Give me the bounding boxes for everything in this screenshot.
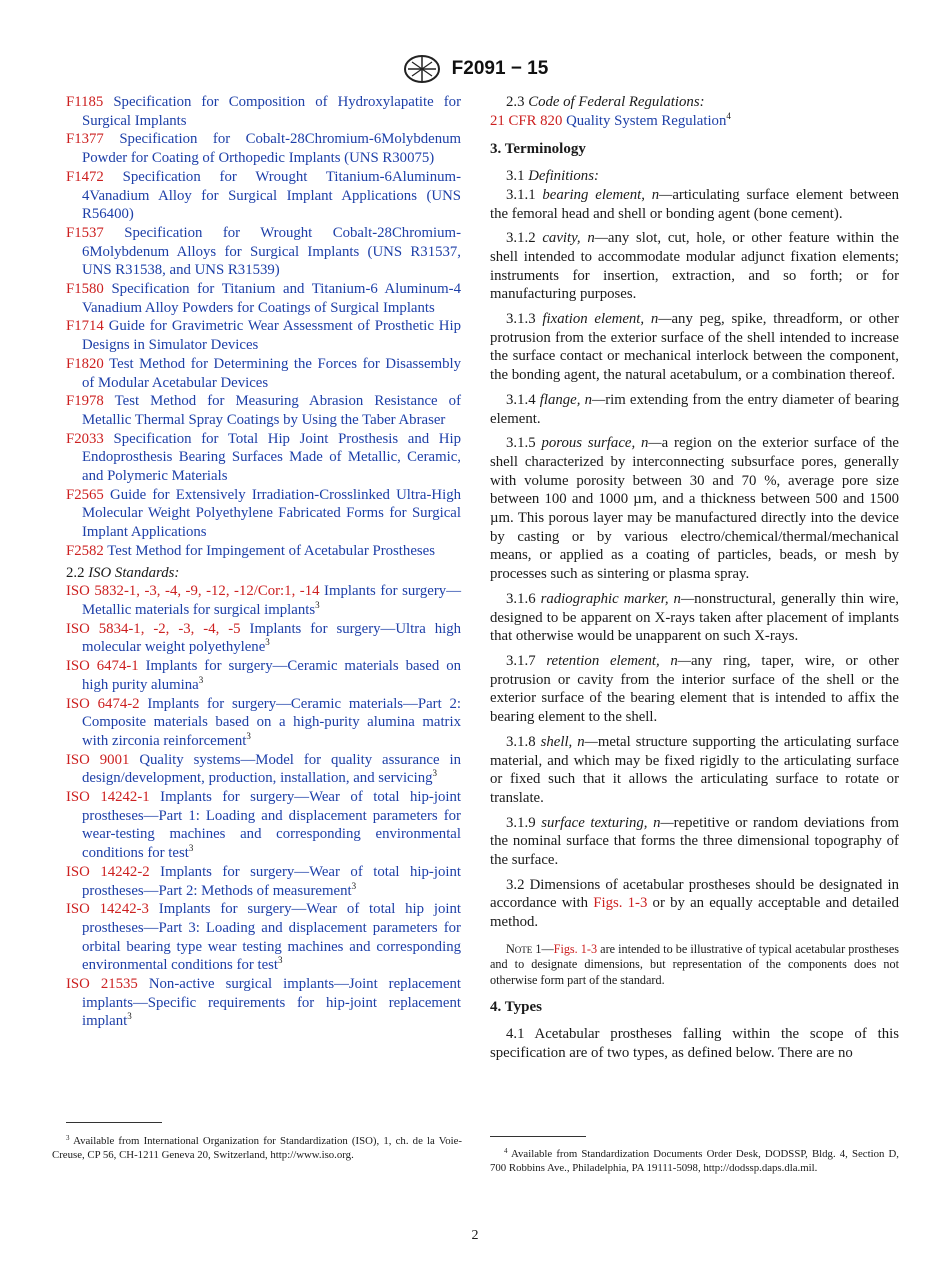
reference-code-link[interactable]: F1978 xyxy=(66,393,104,410)
reference-code-link[interactable]: F2033 xyxy=(66,430,104,447)
reference-item xyxy=(66,130,461,167)
iso-title-link[interactable]: Implants for surgery—Ceramic materials—Part 2: Composite materials based on a high-purity alumina matrix with zirconia reinforcement xyxy=(82,695,462,749)
cfr-heading: 2.3 Code of Federal Regulations: xyxy=(506,94,705,110)
iso-standards-heading: 2.2 ISO Standards: xyxy=(66,564,180,581)
types-heading: 4. Types xyxy=(490,999,542,1016)
definition-text: any peg, spike, threadform, or other protrusion from the exterior surface of the shell intended to increase the surface contact or mechanical interlock between the component, the bonding agent, the natural acetabulum, or a combination thereof. xyxy=(490,311,900,384)
reference-title-link[interactable]: Specification for Total Hip Joint Prosthesis and Hip Endoprosthesis Bearing Surfaces Made of Metallic, Ceramic, and Polymeric Materials xyxy=(82,430,461,485)
footnote-marker: 3 xyxy=(246,730,251,741)
iso-reference-item xyxy=(66,657,461,694)
definition-item xyxy=(490,434,899,584)
footnote-marker: 3 xyxy=(278,955,283,966)
paragraph-3-2: 3.2 Dimensions of acetabular prostheses should be designated in accordance with Figs. 1-3 or by an equally acceptable and detailed method. xyxy=(490,876,899,931)
iso-code-link[interactable]: ISO 21535 xyxy=(66,976,138,993)
reference-item xyxy=(66,280,461,317)
cfr-code-link[interactable]: 21 CFR 820 xyxy=(490,112,563,129)
definition-text: repetitive or random deviations from the nominal surface that forms the three dimensional topography of the surface. xyxy=(490,814,900,869)
definition-number: 3.1.9 xyxy=(506,814,536,831)
page-number: 2 xyxy=(471,1228,479,1243)
iso-title-link[interactable]: Implants for surgery—Ultra high molecular weight polyethylene xyxy=(82,620,462,656)
right-column xyxy=(490,93,899,1068)
astm-logo-icon xyxy=(402,54,442,84)
reference-code-link[interactable]: F1185 xyxy=(66,94,104,110)
footnote-marker: 3 xyxy=(127,1011,132,1022)
reference-code-link[interactable]: F1820 xyxy=(66,355,104,372)
reference-title-link[interactable]: Guide for Extensively Irradiation-Crosslinked Ultra-High Molecular Weight Polyethylene Fabricated Forms for Surgical Implant Applications xyxy=(82,486,461,541)
definition-item xyxy=(490,310,899,385)
reference-title-link[interactable]: Test Method for Determining the Forces for Disassembly of Modular Acetabular Devices xyxy=(82,355,462,391)
definition-item xyxy=(490,590,899,646)
definition-term: bearing element, n— xyxy=(542,186,673,203)
iso-reference-item xyxy=(66,788,461,863)
iso-title-link[interactable]: Implants for surgery—Wear of total hip-joint prostheses—Part 1: Loading and displacement parameters for wear-testing machines and corresponding environmental conditions for test xyxy=(82,789,461,862)
reference-item xyxy=(66,355,461,392)
reference-item xyxy=(66,542,461,561)
definition-term: retention element, n— xyxy=(546,652,691,669)
footnote-marker: 3 xyxy=(198,674,204,685)
left-column xyxy=(66,93,461,1031)
iso-reference-item xyxy=(66,620,461,657)
reference-title-link[interactable]: Guide for Gravimetric Wear Assessment of Prosthetic Hip Designs in Simulator Devices xyxy=(82,318,461,354)
definition-term: cavity, n— xyxy=(542,230,608,247)
iso-reference-item xyxy=(66,582,461,619)
definition-item xyxy=(490,652,899,727)
reference-title-link[interactable]: Test Method for Measuring Abrasion Resistance of Metallic Thermal Spray Coatings by Using the Taber Abraser xyxy=(82,393,461,428)
definition-text: any slot, cut, hole, or other feature within the shell intended to accommodate modular adjunct fixation elements; instruments for insertion, extraction, and so forth; or for manufacturing purposes. xyxy=(490,230,899,303)
footnote-rule-right xyxy=(490,1136,586,1137)
reference-item xyxy=(66,486,461,542)
reference-title-link[interactable]: Specification for Cobalt-28Chromium-6Molybdenum Powder for Coating of Orthopedic Implants (UNS R30075) xyxy=(82,131,461,167)
iso-title-link[interactable]: Non-active surgical implants—Joint replacement implants—Specific requirements for hip-joint replacement implant xyxy=(82,976,461,1030)
definition-text: a region on the exterior surface of the shell characterized by interconnecting subsurface pores, generally with volume porosity between 30 and 70 %, average pore size between 100 and 1000 µm, and a thickness between 500 and 1500 µm. This porous layer may be manufactured directly into the device by casting or by various electro/chemical/thermal/mechanical means, or applied as a coating of particles, beads, or mesh by processes such as sintering or plasma spray. xyxy=(490,435,900,583)
definition-number: 3.1.2 xyxy=(506,230,536,247)
iso-code-link[interactable]: ISO 14242-3 xyxy=(66,901,149,918)
note-figs-link[interactable]: Figs. 1-3 xyxy=(553,941,598,956)
iso-code-link[interactable]: ISO 6474-1 xyxy=(66,658,139,675)
reference-item xyxy=(66,168,461,224)
definition-item xyxy=(490,391,899,428)
cfr-title-link[interactable]: Quality System Regulation xyxy=(566,112,727,129)
iso-code-link[interactable]: ISO 14242-1 xyxy=(66,789,150,806)
footnote-marker: 3 xyxy=(265,637,270,648)
definition-term: porous surface, n— xyxy=(541,435,662,452)
iso-references xyxy=(66,582,461,1031)
iso-code-link[interactable]: ISO 6474-2 xyxy=(66,695,140,712)
reference-item xyxy=(66,392,461,429)
definition-term: shell, n— xyxy=(540,733,598,750)
reference-item xyxy=(66,224,461,280)
terminology-heading: 3. Terminology xyxy=(490,141,586,158)
paragraph-4-1: 4.1 Acetabular prostheses falling within the scope of this specification are of two types, as defined below. There are no xyxy=(490,1026,899,1061)
footnote-marker: 3 xyxy=(351,880,357,891)
reference-code-link[interactable]: F1714 xyxy=(66,318,104,335)
definitions-list xyxy=(490,186,899,870)
definition-text: nonstructural, generally thin wire, designed to be apparent on X-rays taken after placement of implants that otherwise would be unapparent on such X-rays. xyxy=(490,590,899,645)
definition-item xyxy=(490,229,899,304)
iso-reference-item xyxy=(66,751,461,788)
iso-reference-item xyxy=(66,975,461,1031)
definition-number: 3.1.6 xyxy=(506,590,536,607)
iso-code-link[interactable]: ISO 9001 xyxy=(66,751,130,768)
footnote-marker: 3 xyxy=(432,768,438,779)
iso-title-link[interactable]: Implants for surgery—Metallic materials for surgical implants xyxy=(82,583,461,618)
definition-number: 3.1.7 xyxy=(506,652,536,669)
definition-term: fixation element, n— xyxy=(542,311,672,328)
reference-item xyxy=(66,430,461,486)
reference-title-link[interactable]: Test Method for Impingement of Acetabular Prostheses xyxy=(107,542,435,559)
reference-item xyxy=(66,93,461,130)
astm-references xyxy=(66,93,461,561)
definition-item xyxy=(490,186,899,223)
iso-code-link[interactable]: ISO 5834-1, -2, -3, -4, -5 xyxy=(66,620,241,637)
iso-reference-item xyxy=(66,695,461,751)
reference-code-link[interactable]: F1472 xyxy=(66,168,104,185)
iso-code-link[interactable]: ISO 5832-1, -3, -4, -9, -12, -12/Cor:1, -14 xyxy=(66,583,320,600)
definition-item xyxy=(490,814,899,870)
footnote-3: $^3$ Available from International Organization for Standardization (ISO), 1, ch. de la Voie-Creuse, CP 56, CH-1211 Geneva 20, Switzerland, http://www.iso.org. xyxy=(52,1134,462,1161)
definitions-label: 3.1 Definitions: xyxy=(506,168,599,185)
iso-title-link[interactable]: Implants for surgery—Ceramic materials based on high purity alumina xyxy=(82,658,461,693)
definition-term: radiographic marker, n— xyxy=(540,590,695,607)
reference-title-link[interactable]: Specification for Titanium and Titanium-6 Aluminum-4 Vanadium Alloy Powders for Coatings of Surgical Implants xyxy=(82,281,461,316)
definition-text: any ring, taper, wire, or other protrusion or cavity from the interior surface of the shell or the exterior surface of the bearing element that is intended to affix the bearing element to the shell. xyxy=(490,652,899,726)
definition-number: 3.1.8 xyxy=(506,733,536,750)
definition-item xyxy=(490,733,899,808)
definition-number: 3.1.1 xyxy=(506,186,536,203)
definition-term: flange, n— xyxy=(539,391,606,408)
designation: F2091 − 15 xyxy=(451,58,549,79)
iso-code-link[interactable]: ISO 14242-2 xyxy=(66,863,150,880)
footnote-marker: 3 xyxy=(315,599,320,610)
reference-title-link[interactable]: Specification for Composition of Hydroxylapatite for Surgical Implants xyxy=(82,94,462,129)
iso-reference-item xyxy=(66,900,461,975)
footnote-rule-left xyxy=(66,1122,162,1123)
definition-number: 3.1.5 xyxy=(506,435,536,452)
iso-reference-item xyxy=(66,863,461,900)
definition-text: rim extending from the entry diameter of bearing element. xyxy=(490,391,899,427)
reference-code-link[interactable]: F1377 xyxy=(66,131,104,148)
note-1: Note 1—Figs. 1-3 are intended to be illustrative of typical acetabular prostheses and to designate dimensions, but representation of the components does not otherwise form part of the standard. xyxy=(490,941,899,987)
reference-item xyxy=(66,317,461,354)
reference-code-link[interactable]: F1580 xyxy=(66,281,104,298)
definition-text: metal structure supporting the articulating surface material, and which may be fixed rigidly to the articulating surface or fixed such that it allows the articulating surface to rotate or translate. xyxy=(490,733,899,806)
iso-title-link[interactable]: Quality systems—Model for quality assurance in design/development, production, installation, and servicing xyxy=(82,751,462,787)
reference-code-link[interactable]: F2582 xyxy=(66,542,104,559)
definition-number: 3.1.3 xyxy=(506,311,536,328)
reference-title-link[interactable]: Specification for Wrought Cobalt-28Chromium-6Molybdenum Alloys for Surgical Implants (UNS R31537, UNS R31538, and UNS R31539) xyxy=(82,224,461,279)
page-header xyxy=(0,54,950,84)
reference-code-link[interactable]: F1537 xyxy=(66,224,104,241)
cfr-reference: 21 CFR 820 Quality System Regulation$^4$ xyxy=(490,110,731,129)
iso-title-link[interactable]: Implants for surgery—Wear of total hip joint prostheses—Part 3: Loading and displacement parameters for orbital bearing type wear testing machines and corresponding environmental conditions for test xyxy=(82,901,461,974)
reference-title-link[interactable]: Specification for Wrought Titanium-6Aluminum-4Vanadium Alloy for Surgical Implant Applications (UNS R56400) xyxy=(82,168,461,223)
definition-text: articulating surface element between the femoral head and shell or bonding agent (bone cement). xyxy=(490,186,899,222)
definition-term: surface texturing, n— xyxy=(541,814,674,831)
iso-title-link[interactable]: Implants for surgery—Wear of total hip-joint prostheses—Part 2: Methods of measurement xyxy=(82,863,461,899)
definition-number: 3.1.4 xyxy=(506,391,536,408)
footnote-4: $^4$ Available from Standardization Documents Order Desk, DODSSP, Bldg. 4, Section D, 700 Robbins Ave., Philadelphia, PA 19111-5098, http://dodssp.daps.dla.mil. xyxy=(490,1147,899,1174)
reference-code-link[interactable]: F2565 xyxy=(66,486,104,503)
footnote-marker: 3 xyxy=(188,843,194,854)
figs-1-3-link[interactable]: Figs. 1-3 xyxy=(593,895,648,912)
